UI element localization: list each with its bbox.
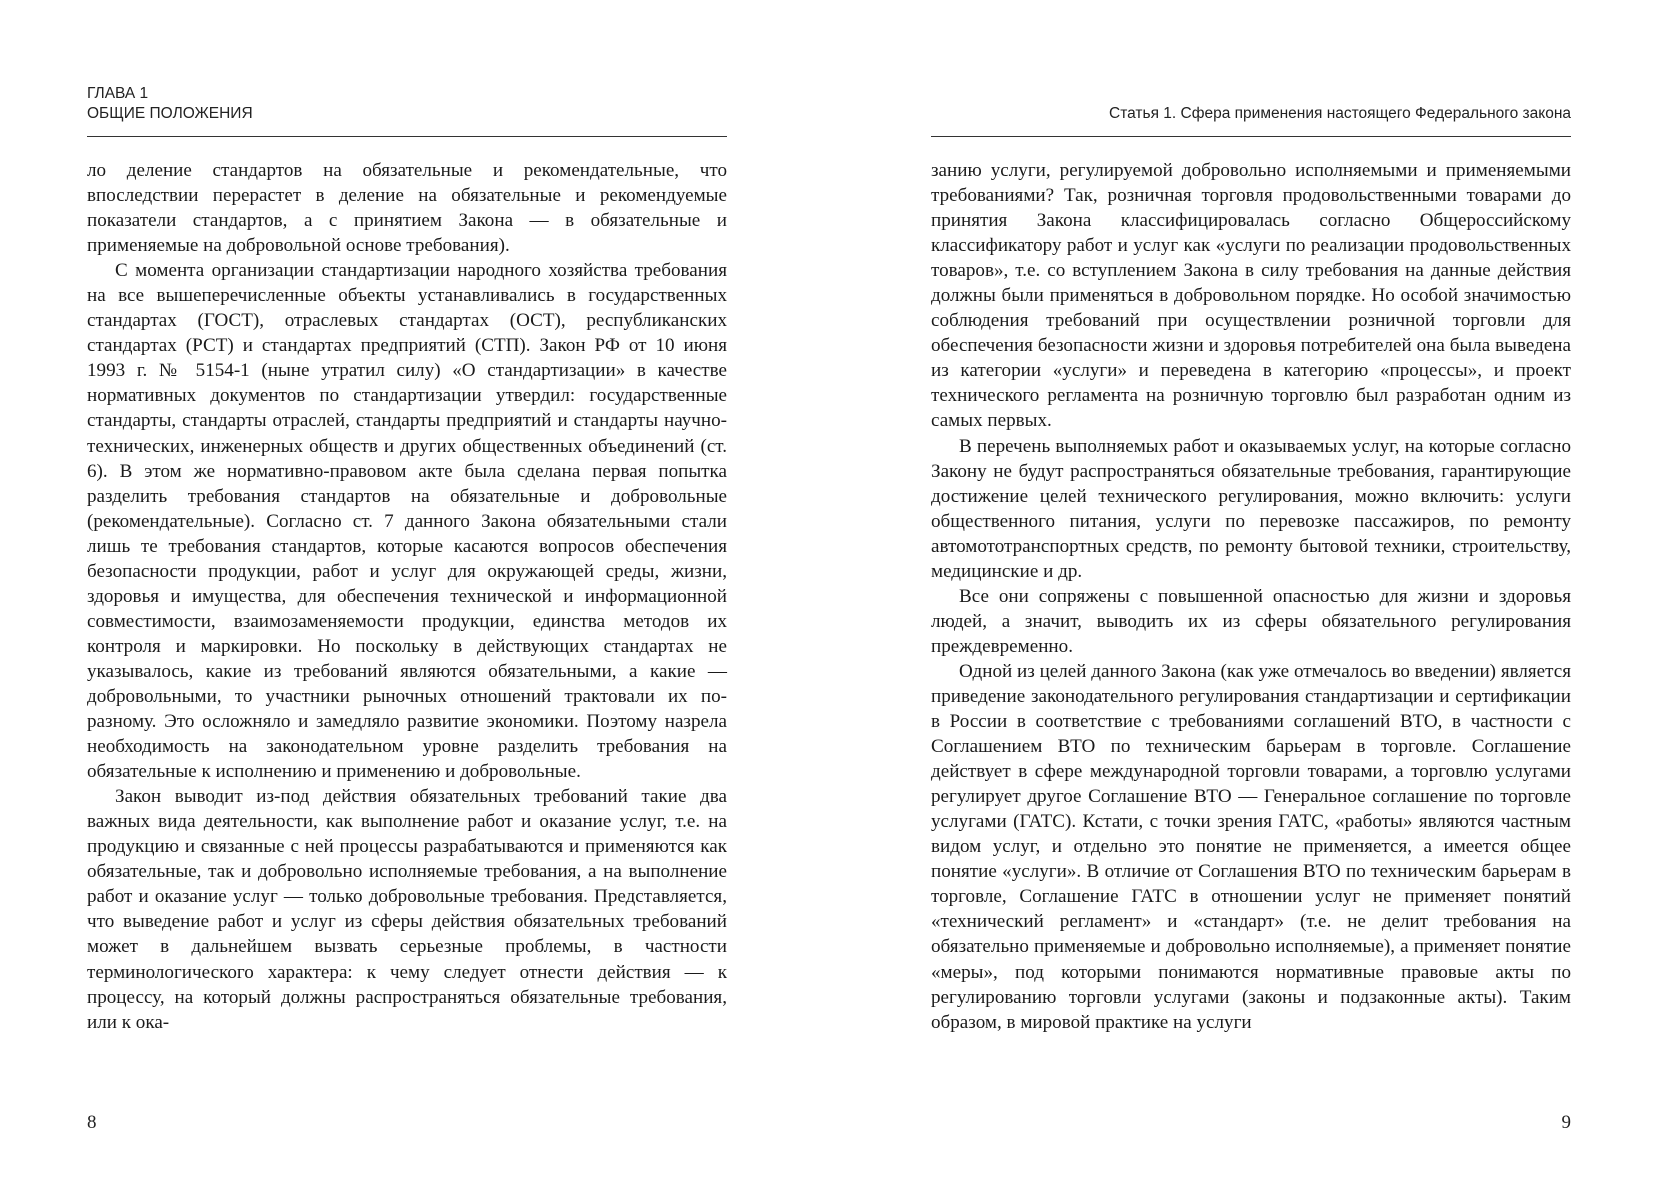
body-text-right [931, 158, 1571, 1035]
running-head-left [87, 84, 727, 124]
paragraph: ло деление стандартов на обязательные и рекомендательные, что впоследствии перерастет в деление на обязательные и рекомендуемые показатели стандартов, а с принятием Закона — в обязательные и применяемые на добровольной основе требования). [87, 160, 727, 257]
paragraph: Закон выводит из-под действия обязательных требований такие два важных вида деятельности, как выполнение работ и оказание услуг, т.е. на продукцию и связанные с ней процессы разрабатываются и применяются как обязательные, так и добровольно исполняемые требования, а на выполнение работ и оказание услуг — только добровольные требования. Представляется, что выведение работ и услуг из сферы действия обязательных требований может в дальнейшем вызвать серьезные проблемы, в частности терминологического характера: к чему следует отнести действия — к процессу, на который должны распространяться обязательные требования, или к ока- [87, 786, 727, 1033]
page-number-right: 9 [1561, 1112, 1571, 1133]
header-rule-left [87, 136, 727, 137]
chapter-label: ГЛАВА 1 [87, 85, 149, 102]
paragraph: В перечень выполняемых работ и оказываемых услуг, на которые согласно Закону не будут распространяться обязательные требования, гарантирующие достижение целей технического регулирования, можно включить: услуги общественного питания, услуги по перевозке пассажиров, по ремонту автомототранспортных средств, по ремонту бытовой техники, строительству, медицинские и др. [931, 435, 1571, 582]
paragraph: Одной из целей данного Закона (как уже отмечалось во введении) является приведение законодательного регулирования стандартизации и сертификации в России в соответствие с требованиями соглашений ВТО, в частности с Соглашением ВТО по техническим барьерам в торговле. Соглашение действует в сфере международной торговли товарами, а торговлю услугами регулирует другое Соглашение ВТО — Генеральное соглашение по торговле услугами (ГАТС). Кстати, с точки зрения ГАТС, «работы» являются частным видом услуг, и отдельно это понятие не применяется, а имеется общее понятие «услуги». В отличие от Соглашения ВТО по техническим барьерам в торговле, Соглашение ГАТС в отношении услуг не применяет понятий «технический регламент» и «стандарт» (т.е. не делит требования на обязательно применяемые и добровольно исполняемые), а применяет понятие «меры», под которыми понимаются нормативные правовые акты по регулированию торговли услугами (законы и подзаконные акты). Таким образом, в мировой практике на услуги [931, 660, 1571, 1033]
left-page [87, 0, 727, 1199]
running-head-right [931, 104, 1571, 124]
header-rule-right [931, 136, 1571, 137]
article-title: Статья 1. Сфера применения настоящего Федерального закона [1109, 105, 1571, 122]
right-page [931, 0, 1571, 1199]
body-text-left [87, 158, 727, 1035]
chapter-title: ОБЩИЕ ПОЛОЖЕНИЯ [87, 105, 253, 122]
page-number-left: 8 [87, 1112, 97, 1133]
paragraph: Все они сопряжены с повышенной опасностью для жизни и здоровья людей, а значит, выводить их из сферы обязательного регулирования преждевременно. [931, 585, 1571, 657]
paragraph: С момента организации стандартизации народного хозяйства требования на все вышеперечисленные объекты устанавливались в государственных стандартах (ГОСТ), отраслевых стандартах (ОСТ), республиканских стандартах (РСТ) и стандартах предприятий (СТП). Закон РФ от 10 июня 1993 г. № 5154-1 (ныне утратил силу) «О стандартизации» в качестве нормативных документов по стандартизации утвердил: государственные стандарты, стандарты отраслей, стандарты предприятий и стандарты научно-технических, инженерных обществ и других общественных объединений (ст. 6). В этом же нормативно-правовом акте была сделана первая попытка разделить требования стандартов на обязательные и добровольные (рекомендательные). Согласно ст. 7 данного Закона обязательными стали лишь те требования стандартов, которые касаются вопросов обеспечения безопасности продукции, работ и услуг для окружающей среды, жизни, здоровья и имущества, для обеспечения технической и информационной совместимости, взаимозаменяемости продукции, единства методов их контроля и маркировки. Но поскольку в действующих стандартах не указывалось, какие из требований являются обязательными, а какие — добровольными, то участники рыночных отношений трактовали их по-разному. Это осложняло и замедляло развитие экономики. Поэтому назрела необходимость на законодательном уровне разделить требования на обязательные к исполнению и применению и добровольные. [87, 260, 727, 783]
paragraph: занию услуги, регулируемой добровольно исполняемыми и применяемыми требованиями? Так, розничная торговля продовольственными товарами до принятия Закона классифицировалась согласно Общероссийскому классификатору работ и услуг как «услуги по реализации продовольственных товаров», т.е. со вступлением Закона в силу требования на данные действия должны были применяться в добровольном порядке. Но особой значимостью соблюдения требований при осуществлении розничной торговли для обеспечения безопасности жизни и здоровья потребителей она была выведена из категории «услуги» и переведена в категорию «процессы», и проект технического регламента на розничную торговлю был разработан одним из самых первых. [931, 160, 1571, 432]
